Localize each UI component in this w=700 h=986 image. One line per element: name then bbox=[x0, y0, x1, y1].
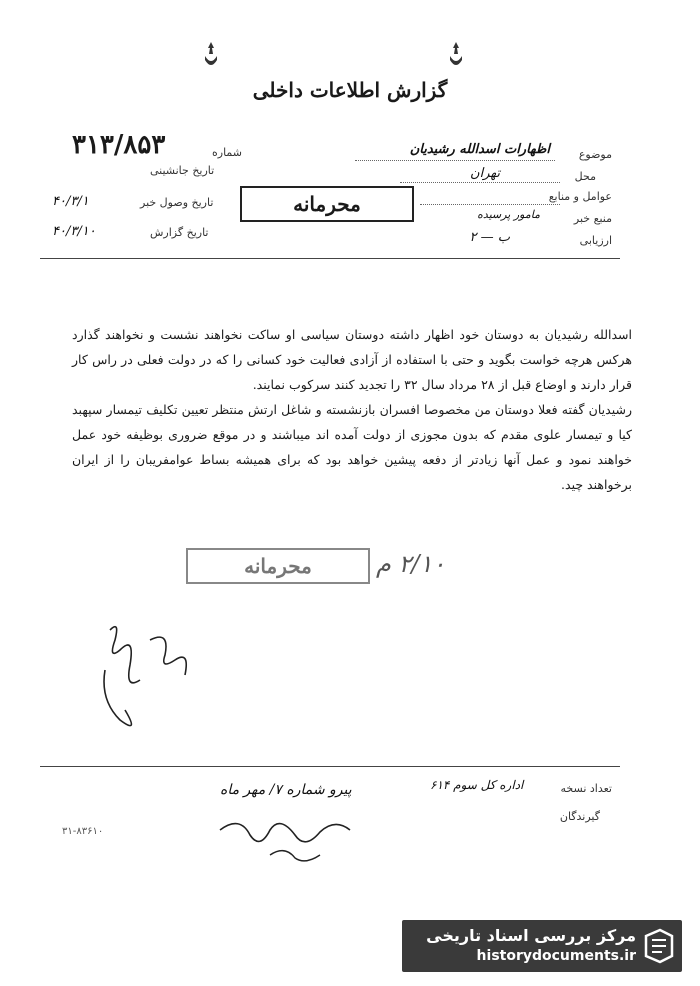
recipients-label: گیرندگان bbox=[559, 810, 600, 823]
subject-label: موضوع bbox=[578, 148, 612, 161]
reporter-label: منبع خبر bbox=[573, 212, 612, 225]
rating-value: ب — ۲ bbox=[469, 230, 510, 245]
number-value: ۳۱۳/۸۵۳ bbox=[72, 130, 166, 160]
sources-underline bbox=[420, 204, 560, 205]
confidential-stamp-top: محرمانه bbox=[240, 186, 414, 222]
report-paragraph-1: اسدالله رشیدیان به دوستان خود اظهار داشته دوستان سیاسی او ساکت نخواهند نشست و نخواهند گذارد هرکس هرچه خواست بگوید و حتی با استفاده از آزادی فعالیت خود کسانی را که در دولت فعلی در راس کار قرار دارند و اوضاع قبل از ۲۸ مرداد سال ۳۲ را تجدید کنند سرکوب نمایند. bbox=[72, 327, 632, 392]
sources-label: عوامل و منابع bbox=[548, 190, 612, 203]
copies-label: تعداد نسخه bbox=[560, 782, 612, 795]
watermark-url: historydocuments.ir bbox=[476, 948, 636, 964]
emblem-left-icon bbox=[200, 40, 222, 68]
subject-value: اظهارات اسدالله رشیدیان bbox=[409, 142, 550, 157]
reporter-value: مامور پرسیده bbox=[477, 208, 540, 221]
document-title: گزارش اطلاعات داخلی bbox=[252, 78, 448, 102]
header-divider bbox=[40, 258, 620, 259]
watermark-title: مرکز بررسی اسناد تاریخی bbox=[426, 926, 636, 945]
receive-date-value: ۴۰/۳/۱ bbox=[52, 194, 89, 209]
number-label: شماره bbox=[212, 146, 243, 159]
report-paragraph-2: رشیدیان گفته فعلا دوستان من مخصوصا افسران بازنشسته و شاغل ارتش منتظر تعیین تکلیف تیمسار سپهبد کیا و تیمسار علوی مقدم که بدون مجوزی از دولت آمده اند میباشند و در موقع ضروری بوظیفه خود عمل خواهند نمود و عمل آنها زیادتر از دفعه پیشین خواهد بود که برای همیشه بساط عوامفریبان را از ایران برخواهند چید. bbox=[72, 402, 632, 492]
archive-watermark bbox=[402, 920, 682, 972]
report-date-value: ۴۰/۳/۱۰ bbox=[52, 224, 96, 239]
confidential-stamp-bottom: محرمانه bbox=[186, 548, 370, 584]
footer-divider bbox=[40, 766, 620, 767]
copy-date-label: تاریخ جانشینی bbox=[150, 164, 215, 177]
handwritten-annotation: ۲/۱۰ م bbox=[376, 550, 446, 578]
location-value: تهران bbox=[470, 166, 500, 181]
signature-mark-icon bbox=[90, 610, 200, 740]
reference-code: ۳۱-۸۳۶۱۰ bbox=[62, 826, 104, 837]
report-body bbox=[72, 322, 632, 497]
handwritten-note: پیرو شماره ۷/ مهر ماه bbox=[220, 782, 352, 798]
subject-underline bbox=[355, 160, 555, 161]
rating-label: ارزیابی bbox=[579, 234, 612, 247]
location-underline bbox=[400, 182, 560, 183]
receive-date-label: تاریخ وصول خبر bbox=[140, 196, 214, 209]
emblem-right-icon bbox=[445, 40, 467, 68]
location-label: محل bbox=[574, 170, 596, 183]
archive-logo-icon bbox=[642, 928, 676, 964]
footer-signature-icon bbox=[210, 810, 360, 870]
report-date-label: تاریخ گزارش bbox=[150, 226, 209, 239]
copies-value: اداره کل سوم ۶۱۴ bbox=[430, 778, 524, 792]
